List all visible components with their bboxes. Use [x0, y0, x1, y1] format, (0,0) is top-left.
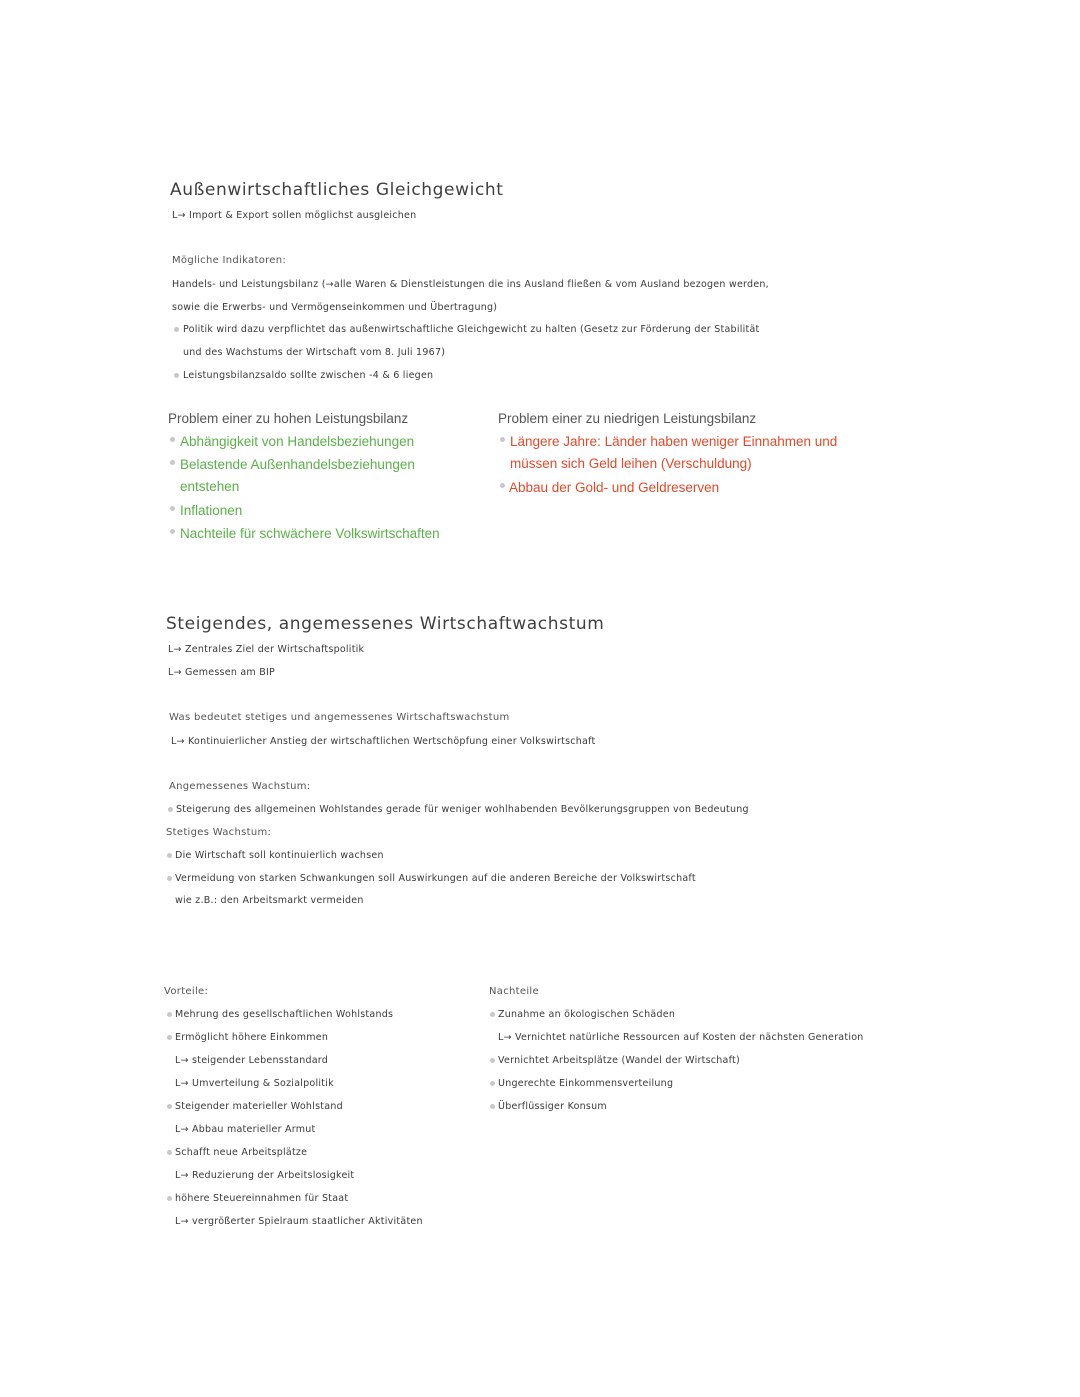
bullet-dot [167, 853, 172, 858]
cons-line: Ungerechte Einkommensverteilung [498, 1078, 674, 1089]
bullet-dot [500, 437, 505, 442]
high-item-4: Nachteile für schwächere Volkswirtschaften [180, 526, 440, 541]
bullet-dot [167, 876, 172, 881]
section2-arrow-1: L→ Zentrales Ziel der Wirtschaftspolitik [168, 644, 365, 655]
high-item-1: Abhängigkeit von Handelsbeziehungen [180, 434, 415, 449]
appropriate-growth-label: Angemessenes Wachstum: [169, 781, 311, 792]
section2-arrow-2: L→ Gemessen am BIP [168, 667, 276, 678]
indicator-bullet-2: Leistungsbilanzsaldo sollte zwischen -4 & 6 liegen [183, 370, 434, 381]
section2-title: Steigendes, angemessenes Wirtschaftwachstum [166, 614, 605, 634]
bullet-dot [174, 327, 179, 332]
bullet-dot [490, 1058, 495, 1063]
steady-growth-item-2-line-2: wie z.B.: den Arbeitsmarkt vermeiden [175, 895, 364, 906]
bullet-dot [490, 1104, 495, 1109]
cons-heading: Nachteile [489, 986, 539, 997]
pros-line: Schafft neue Arbeitsplätze [175, 1147, 308, 1158]
pros-line: Steigender materieller Wohlstand [175, 1101, 343, 1112]
section1-title: Außenwirtschaftliches Gleichgewicht [170, 180, 504, 200]
bullet-dot [174, 373, 179, 378]
bullet-dot [490, 1081, 495, 1086]
appropriate-growth-item: Steigerung des allgemeinen Wohlstandes gerade für weniger wohlhabenden Bevölkerungsgruppen von Bedeutung [176, 804, 749, 815]
growth-question: Was bedeutet stetiges und angemessenes Wirtschaftswachstum [169, 712, 510, 723]
pros-subline: L→ Reduzierung der Arbeitslosigkeit [175, 1170, 355, 1181]
indicators-line-2: sowie die Erwerbs- und Vermögenseinkommen und Übertragung) [172, 302, 498, 313]
bullet-dot [167, 1150, 172, 1155]
steady-growth-item-2-line-1: Vermeidung von starken Schwankungen soll Auswirkungen auf die anderen Bereiche der Volkswirtschaft [175, 873, 696, 884]
bullet-dot [170, 460, 175, 465]
indicator-bullet-1-line-1: Politik wird dazu verpflichtet das außenwirtschaftliche Gleichgewicht zu halten (Gesetz zur Förderung der Stabilität [183, 324, 760, 335]
indicators-label: Mögliche Indikatoren: [172, 255, 287, 266]
low-item-1-cont: müssen sich Geld leihen (Verschuldung) [510, 456, 752, 471]
high-item-3: Inflationen [180, 503, 243, 518]
cons-subline: L→ Vernichtet natürliche Ressourcen auf Kosten der nächsten Generation [498, 1032, 864, 1043]
bullet-dot [168, 807, 173, 812]
bullet-dot [167, 1104, 172, 1109]
low-item-1: Längere Jahre: Länder haben weniger Einnahmen und [510, 434, 838, 449]
high-item-2-cont: entstehen [180, 479, 240, 494]
pros-subline: L→ Abbau materieller Armut [175, 1124, 316, 1135]
cons-line: Zunahme an ökologischen Schäden [498, 1009, 676, 1020]
bullet-dot [167, 1196, 172, 1201]
section1-arrow-line: L→ Import & Export sollen möglichst ausgleichen [172, 210, 417, 221]
indicator-bullet-1-line-2: und des Wachstums der Wirtschaft vom 8. Juli 1967) [183, 347, 446, 358]
pros-subline: L→ Umverteilung & Sozialpolitik [175, 1078, 334, 1089]
bullet-dot [490, 1012, 495, 1017]
low-item-2: Abbau der Gold- und Geldreserven [509, 480, 720, 495]
bullet-dot [167, 1035, 172, 1040]
steady-growth-item-1: Die Wirtschaft soll kontinuierlich wachsen [175, 850, 384, 861]
pros-heading: Vorteile: [164, 986, 209, 997]
pros-subline: L→ vergrößerter Spielraum staatlicher Aktivitäten [175, 1216, 423, 1227]
indicators-line-1: Handels- und Leistungsbilanz (→alle Waren & Dienstleistungen die ins Ausland fließen & vom Ausland bezogen werden, [172, 279, 769, 290]
pros-line: höhere Steuereinnahmen für Staat [175, 1193, 349, 1204]
bullet-dot [500, 483, 505, 488]
bullet-dot [170, 506, 175, 511]
low-balance-heading: Problem einer zu niedrigen Leistungsbilanz [498, 411, 757, 426]
growth-answer: L→ Kontinuierlicher Anstieg der wirtschaftlichen Wertschöpfung einer Volkswirtschaft [171, 736, 596, 747]
cons-line: Vernichtet Arbeitsplätze (Wandel der Wirtschaft) [498, 1055, 740, 1066]
bullet-dot [170, 529, 175, 534]
bullet-dot [170, 437, 175, 442]
pros-line: Mehrung des gesellschaftlichen Wohlstands [175, 1009, 394, 1020]
pros-subline: L→ steigender Lebensstandard [175, 1055, 329, 1066]
pros-line: Ermöglicht höhere Einkommen [175, 1032, 329, 1043]
high-balance-heading: Problem einer zu hohen Leistungsbilanz [168, 411, 409, 426]
high-item-2: Belastende Außenhandelsbeziehungen [180, 457, 415, 472]
cons-line: Überflüssiger Konsum [498, 1101, 607, 1112]
bullet-dot [167, 1012, 172, 1017]
steady-growth-label: Stetiges Wachstum: [166, 827, 272, 838]
